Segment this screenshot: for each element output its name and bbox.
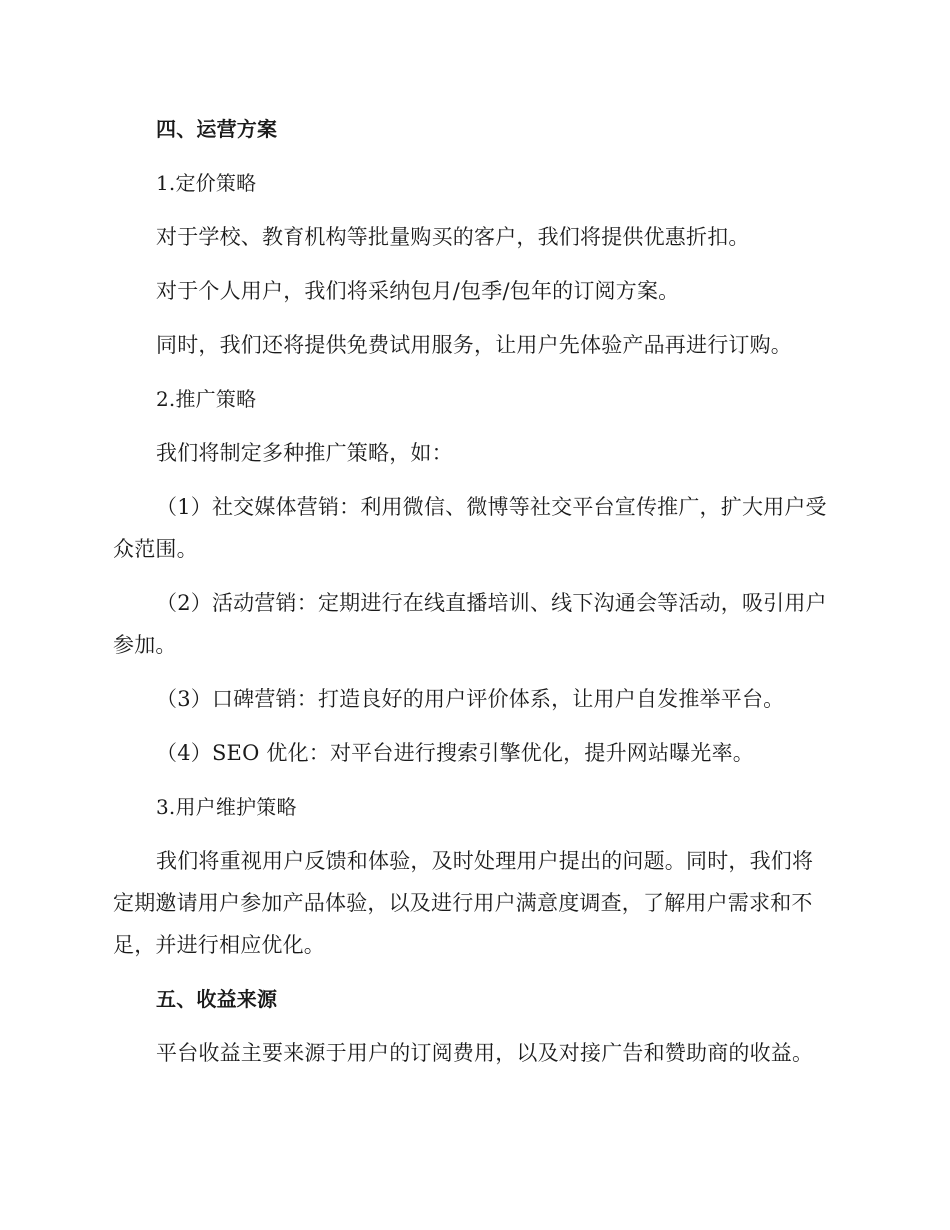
document-body — [113, 108, 833, 1074]
paragraph-pricing-3: 同时，我们还将提供免费试用服务，让用户先体验产品再进行订购。 — [156, 333, 792, 357]
paragraph-pricing-1: 对于学校、教育机构等批量购买的客户，我们将提供优惠折扣。 — [156, 225, 750, 249]
subheading-promotion: 2.推广策略 — [156, 387, 257, 411]
paragraph-retention: 我们将重视用户反馈和体验，及时处理用户提出的问题。同时，我们将定期邀请用户参加产品体验，以及进行用户满意度调查，了解用户需求和不足，并进行相应优化。 — [113, 849, 814, 957]
section-heading-operations: 四、运营方案 — [156, 117, 278, 141]
paragraph-pricing-2: 对于个人用户，我们将采纳包月/包季/包年的订阅方案。 — [156, 279, 680, 303]
list-item-event-marketing: （2）活动营销：定期进行在线直播培训、线下沟通会等活动，吸引用户参加。 — [113, 591, 827, 657]
subheading-retention: 3.用户维护策略 — [156, 795, 297, 819]
subheading-pricing: 1.定价策略 — [156, 171, 257, 195]
section-heading-revenue: 五、收益来源 — [156, 987, 278, 1011]
list-item-word-of-mouth: （3）口碑营销：打造良好的用户评价体系，让用户自发推举平台。 — [156, 687, 785, 711]
list-item-social-media: （1）社交媒体营销：利用微信、微博等社交平台宣传推广，扩大用户受众范围。 — [113, 495, 827, 561]
list-item-seo: （4）SEO 优化：对平台进行搜索引擎优化，提升网站曝光率。 — [156, 741, 754, 765]
paragraph-promotion-intro: 我们将制定多种推广策略，如： — [156, 441, 453, 465]
paragraph-revenue: 平台收益主要来源于用户的订阅费用，以及对接广告和赞助商的收益。 — [156, 1041, 814, 1065]
